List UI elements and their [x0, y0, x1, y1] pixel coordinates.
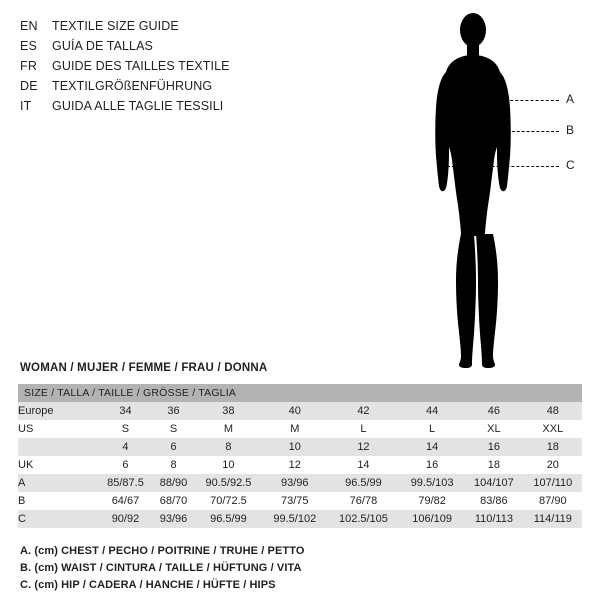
table-cell: 14	[400, 438, 464, 456]
table-cell: 88/90	[153, 474, 194, 492]
table-row	[18, 510, 582, 528]
table-cell: 42	[327, 402, 400, 420]
table-cell: 64/67	[98, 492, 153, 510]
table-cell: 12	[327, 438, 400, 456]
row-label: B	[18, 492, 98, 510]
note-hip: C. (cm) HIP / CADERA / HANCHE / HÜFTE / HIPS	[20, 579, 276, 591]
language-row	[20, 36, 350, 56]
measure-label-c: C	[566, 158, 575, 172]
female-body-silhouette-icon	[408, 8, 538, 373]
table-cell: 93/96	[263, 474, 327, 492]
table-row	[18, 456, 582, 474]
row-label: UK	[18, 456, 98, 474]
table-cell: 4	[98, 438, 153, 456]
language-text: GUIDA ALLE TAGLIE TESSILI	[52, 99, 224, 113]
row-label: A	[18, 474, 98, 492]
table-cell: 90/92	[98, 510, 153, 528]
table-cell: 99.5/102	[263, 510, 327, 528]
table-cell: L	[400, 420, 464, 438]
table-cell: 38	[194, 402, 263, 420]
size-table	[18, 384, 582, 528]
language-text: TEXTILGRÖßENFÜHRUNG	[52, 79, 213, 93]
table-cell: 96.5/99	[327, 474, 400, 492]
language-text: TEXTILE SIZE GUIDE	[52, 19, 179, 33]
table-cell: L	[327, 420, 400, 438]
table-cell: 107/110	[524, 474, 582, 492]
measurement-notes	[20, 543, 580, 594]
table-cell: 83/86	[464, 492, 524, 510]
language-row	[20, 96, 350, 116]
table-cell: 106/109	[400, 510, 464, 528]
table-cell: 79/82	[400, 492, 464, 510]
table-cell: 10	[263, 438, 327, 456]
table-cell: 6	[98, 456, 153, 474]
language-row	[20, 76, 350, 96]
table-row	[18, 438, 582, 456]
table-cell: S	[98, 420, 153, 438]
table-cell: 20	[524, 456, 582, 474]
language-text: GUÍA DE TALLAS	[52, 39, 153, 53]
language-code: ES	[20, 39, 38, 53]
table-cell: XXL	[524, 420, 582, 438]
language-code: IT	[20, 99, 32, 113]
note-chest: A. (cm) CHEST / PECHO / POITRINE / TRUHE / PETTO	[20, 545, 305, 557]
table-cell: 99.5/103	[400, 474, 464, 492]
table-cell: 36	[153, 402, 194, 420]
measure-label-a: A	[566, 92, 575, 106]
table-cell: 87/90	[524, 492, 582, 510]
section-title: WOMAN / MUJER / FEMME / FRAU / DONNA	[20, 362, 268, 374]
language-code: DE	[20, 79, 38, 93]
table-cell: 114/119	[524, 510, 582, 528]
table-cell: M	[194, 420, 263, 438]
row-label: Europe	[18, 402, 98, 420]
language-row	[20, 56, 350, 76]
table-cell: 90.5/92.5	[194, 474, 263, 492]
table-cell: M	[263, 420, 327, 438]
table-cell: XL	[464, 420, 524, 438]
row-label: US	[18, 420, 98, 438]
table-cell: 48	[524, 402, 582, 420]
row-label	[18, 438, 98, 456]
table-cell: 85/87.5	[98, 474, 153, 492]
table-header-label: SIZE / TALLA / TAILLE / GRÖSSE / TAGLIA	[24, 387, 237, 399]
table-cell: 16	[464, 438, 524, 456]
table-row	[18, 402, 582, 420]
table-cell: 110/113	[464, 510, 524, 528]
table-cell: 14	[327, 456, 400, 474]
table-cell: 68/70	[153, 492, 194, 510]
table-cell: 8	[194, 438, 263, 456]
table-cell: 16	[400, 456, 464, 474]
language-list	[20, 16, 350, 116]
language-code: EN	[20, 19, 38, 33]
table-cell: 44	[400, 402, 464, 420]
table-row	[18, 492, 582, 510]
table-cell: 8	[153, 456, 194, 474]
measure-line-a	[444, 100, 559, 101]
measurement-figure	[380, 8, 595, 373]
table-cell: 102.5/105	[327, 510, 400, 528]
table-header-row	[18, 384, 582, 402]
table-cell: 70/72.5	[194, 492, 263, 510]
table-cell: 93/96	[153, 510, 194, 528]
table-cell: 18	[464, 456, 524, 474]
table-cell: S	[153, 420, 194, 438]
table-cell: 104/107	[464, 474, 524, 492]
table-cell: 34	[98, 402, 153, 420]
table-cell: 46	[464, 402, 524, 420]
row-label: C	[18, 510, 98, 528]
measure-line-c	[442, 166, 559, 167]
table-row	[18, 420, 582, 438]
table-cell: 73/75	[263, 492, 327, 510]
language-text: GUIDE DES TAILLES TEXTILE	[52, 59, 230, 73]
language-code: FR	[20, 59, 38, 73]
table-cell: 76/78	[327, 492, 400, 510]
table-cell: 40	[263, 402, 327, 420]
table-cell: 96.5/99	[194, 510, 263, 528]
language-row	[20, 16, 350, 36]
table-cell: 6	[153, 438, 194, 456]
note-waist: B. (cm) WAIST / CINTURA / TAILLE / HÜFTUNG / VITA	[20, 562, 302, 574]
measure-label-b: B	[566, 123, 575, 137]
table-cell: 12	[263, 456, 327, 474]
table-row	[18, 474, 582, 492]
measure-line-b	[448, 131, 559, 132]
table-cell: 10	[194, 456, 263, 474]
table-cell: 18	[524, 438, 582, 456]
